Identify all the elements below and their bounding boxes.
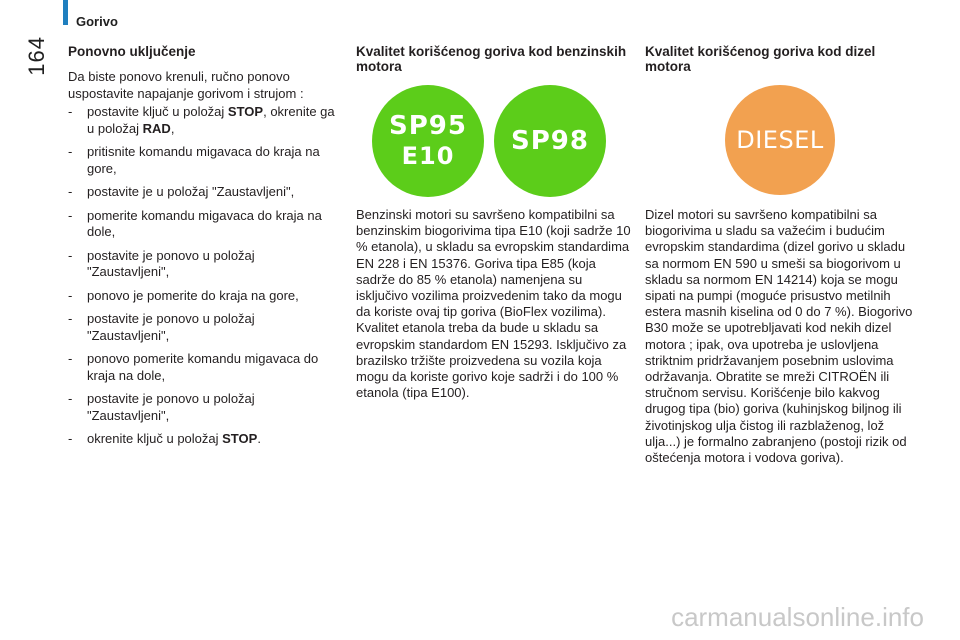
diesel-heading: Kvalitet korišćenog goriva kod dizel motora xyxy=(645,44,876,74)
sp98-badge-icon: SP98 xyxy=(494,85,606,197)
list-item: - postavite je ponovo u položaj "Zaustavljeni", xyxy=(68,391,255,423)
list-item: - ponovo je pomerite do kraja na gore, xyxy=(68,287,299,303)
sp95-e10-badge-icon: SP95 E10 xyxy=(372,85,484,197)
watermark: carmanualsonline.info xyxy=(671,602,924,632)
restart-section xyxy=(68,44,338,455)
page-number: 164 xyxy=(24,36,49,76)
list-item: - pomerite komandu migavaca do kraja na dole, xyxy=(68,207,322,239)
restart-steps-list xyxy=(68,104,338,448)
diesel-badge-icon: DIESEL xyxy=(725,85,835,195)
list-item: - postavite je ponovo u položaj "Zaustavljeni", xyxy=(68,311,255,343)
petrol-section xyxy=(356,44,631,74)
diesel-section xyxy=(645,44,920,74)
list-item: - ponovo pomerite komandu migavaca do kraja na dole, xyxy=(68,351,319,383)
list-item: - postavite je ponovo u položaj "Zaustavljeni", xyxy=(68,247,255,279)
petrol-paragraph: Benzinski motori su savršeno kompatibilni sa benzinskim biogorivima tipa E10 (koji sadrže 10 % etanola), u skladu sa evropskim standardima EN 228 i EN 15376. Goriva tipa E85 (koja sadrže do 85 % etanola) namenjena su isključivo vozilima proizvedenim tako da mogu da koriste ovaj tip goriva (BioFlex vozilima). Kvalitet etanola treba da bude u skladu sa evropskim standardom EN 15293. Isključivo za brazilsko tržište proizvedena su vozila koja mogu da koriste gorivo koje sadrži i do 100 % etanola (tipa E100). xyxy=(356,207,631,401)
list-item: - pritisnite komandu migavaca do kraja na gore, xyxy=(68,144,320,176)
list-item: - postavite ključ u položaj STOP, okrenite ga u položaj RAD, xyxy=(68,104,335,136)
section-title: Gorivo xyxy=(76,14,118,29)
section-accent-bar xyxy=(63,0,68,25)
diesel-paragraph: Dizel motori su savršeno kompatibilni sa biogorivima u sladu sa važećim i budućim evropskim standardima (dizel gorivo u skladu sa normom EN 590 u smeši sa biogorivom u skladu sa normom EN 14214) koja se mogu sipati na pumpi (moguće prisustvo metilnih estera masnih kiselina od 0 do 7 %). Biogorivo B30 može se upotrebljavati kod nekih dizel motora ; ipak, ova upotreba je uslovljena striktnim pridržavanjem posebnim uslovima održavanja. Obratite se mreži CITROËN ili stručnom servisu. Korišćenje bilo kakvog drugog tipa (bio) goriva (kuhinjskog biljnog ili životinjskog ulja čistog ili razblaženog, lož ulja...) je formalno zabranjeno (postoji rizik od oštećenja motora i vodova goriva). xyxy=(645,207,913,466)
petrol-heading: Kvalitet korišćenog goriva kod benzinskih motora xyxy=(356,44,627,74)
restart-intro: Da biste ponovo krenuli, ručno ponovo uspostavite napajanje gorivom i strujom : xyxy=(68,69,304,101)
list-item: - okrenite ključ u položaj STOP. xyxy=(68,431,261,446)
restart-heading: Ponovno uključenje xyxy=(68,44,196,59)
list-item: - postavite je u položaj "Zaustavljeni", xyxy=(68,184,295,199)
